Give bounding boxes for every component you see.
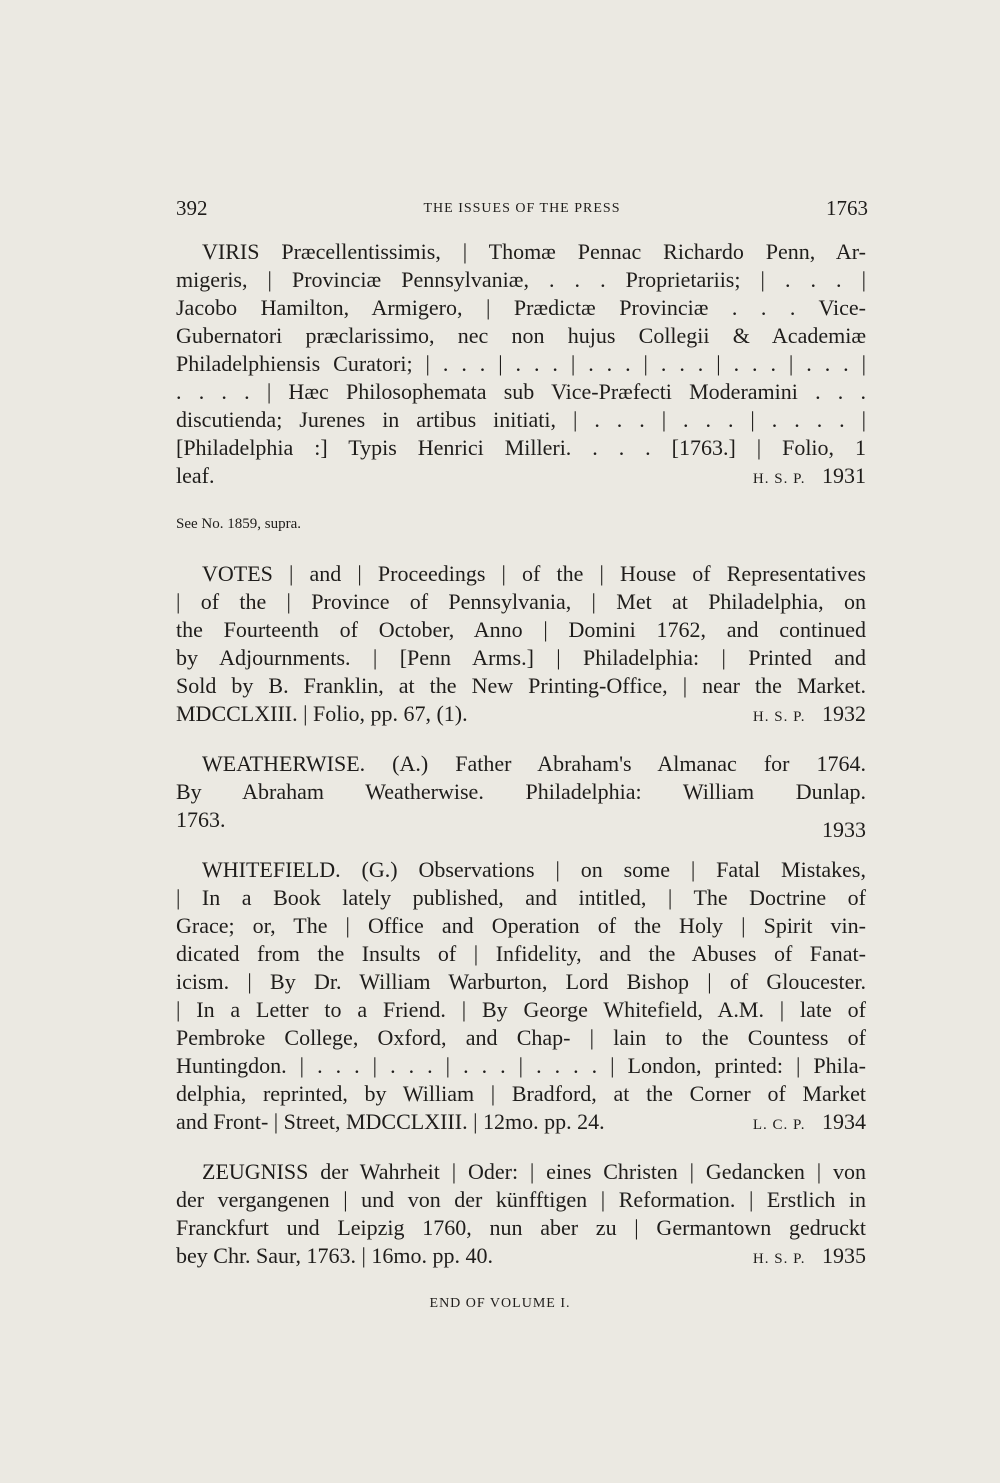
entry-line: by Adjournments. | [Penn Arms.] | Philadelphia: | Printed and <box>176 645 866 670</box>
entry-last-line <box>176 1242 866 1270</box>
entry-line: VOTES | and | Proceedings | of the | House of Representatives <box>202 561 866 586</box>
header-year: 1763 <box>826 196 868 220</box>
entry-line: discutienda; Jurenes in artibus initiati, | . . . | . . . | . . . . | <box>176 407 866 432</box>
library-location: H. S. P. <box>752 1251 806 1267</box>
library-location: L. C. P. <box>752 1117 806 1133</box>
entry-reference <box>753 1108 866 1139</box>
entry-line: VIRIS Præcellentissimis, | Thomæ Pennac Richardo Penn, Ar- <box>202 239 866 264</box>
entry-line: | of the | Province of Pennsylvania, | Met at Philadelphia, on <box>176 589 866 614</box>
entry-line: Huntingdon. | . . . | . . . | . . . | . . . . | London, printed: | Phila- <box>176 1053 866 1078</box>
entry-line: leaf. <box>176 463 215 488</box>
entry-line: ZEUGNISS der Wahrheit | Oder: | eines Christen | Gedancken | von <box>202 1159 866 1184</box>
entry-line: Jacobo Hamilton, Armigero, | Prædictæ Provinciæ . . . Vice- <box>176 295 866 320</box>
entry-reference <box>753 462 866 493</box>
entry-note: See No. 1859, supra. <box>176 516 301 532</box>
page-number: 392 <box>176 196 208 220</box>
entry-number: 1931 <box>822 463 866 488</box>
library-location: H. S. P. <box>752 471 806 487</box>
entry-line: Franckfurt und Leipzig 1760, nun aber zu | Germantown gedruckt <box>176 1215 866 1240</box>
entry-number: 1932 <box>822 701 866 726</box>
entry-last-line <box>176 700 866 728</box>
entry-line: the Fourteenth of October, Anno | Domini 1762, and continued <box>176 617 866 642</box>
entry-number: 1935 <box>822 1243 866 1268</box>
running-title: THE ISSUES OF THE PRESS <box>423 201 621 216</box>
end-of-volume: END OF VOLUME I. <box>429 1296 571 1311</box>
entry-line: migeris, | Provinciæ Pennsylvaniæ, . . . Proprietariis; | . . . | <box>176 267 866 292</box>
entry-line: By Abraham Weatherwise. Philadelphia: William Dunlap. <box>176 779 866 804</box>
entry-line: MDCCLXIII. | Folio, pp. 67, (1). <box>176 701 468 726</box>
entry-line: Grace; or, The | Office and Operation of the Holy | Spirit vin- <box>176 913 866 938</box>
entry-line: delphia, reprinted, by William | Bradford, at the Corner of Market <box>176 1081 866 1106</box>
entry-number: 1933 <box>822 817 866 842</box>
entry-last-line <box>176 462 866 490</box>
entry-last-line <box>176 806 866 834</box>
entry-line: bey Chr. Saur, 1763. | 16mo. pp. 40. <box>176 1243 494 1268</box>
entry-line: Sold by B. Franklin, at the New Printing-Office, | near the Market. <box>176 673 866 698</box>
entry-line: Pembroke College, Oxford, and Chap- | lain to the Countess of <box>176 1025 866 1050</box>
entry-line: | In a Letter to a Friend. | By George Whitefield, A.M. | late of <box>176 997 866 1022</box>
entry-line: 1763. <box>176 807 226 832</box>
library-location: H. S. P. <box>752 709 806 725</box>
entry-line: der vergangenen | und von der künfftigen | Reformation. | Erstlich in <box>176 1187 866 1212</box>
entry-last-line <box>176 1108 866 1136</box>
entry-line: Philadelphiensis Curatori; | . . . | . . . | . . . | . . . | . . . | . . . | <box>176 351 866 376</box>
entry-reference <box>753 1242 866 1273</box>
entry-line: dicated from the Insults of | Infidelity, and the Abuses of Fanat- <box>176 941 866 966</box>
entry-line: icism. | By Dr. William Warburton, Lord Bishop | of Gloucester. <box>176 969 866 994</box>
entry-line: . . . . | Hæc Philosophemata sub Vice-Præfecti Moderamini . . . <box>176 379 866 404</box>
entry-line: | In a Book lately published, and intitled, | The Doctrine of <box>176 885 866 910</box>
entry-line: WHITEFIELD. (G.) Observations | on some | Fatal Mistakes, <box>202 857 866 882</box>
entry-line: [Philadelphia :] Typis Henrici Milleri. . . . [1763.] | Folio, 1 <box>176 435 866 460</box>
entry-number: 1934 <box>822 1109 866 1134</box>
entry-reference <box>753 700 866 731</box>
entry-line: WEATHERWISE. (A.) Father Abraham's Almanac for 1764. <box>202 751 866 776</box>
entry-line: Gubernatori præclarissimo, nec non hujus Collegii & Academiæ <box>176 323 866 348</box>
entry-line: and Front- | Street, MDCCLXIII. | 12mo. pp. 24. <box>176 1109 605 1134</box>
